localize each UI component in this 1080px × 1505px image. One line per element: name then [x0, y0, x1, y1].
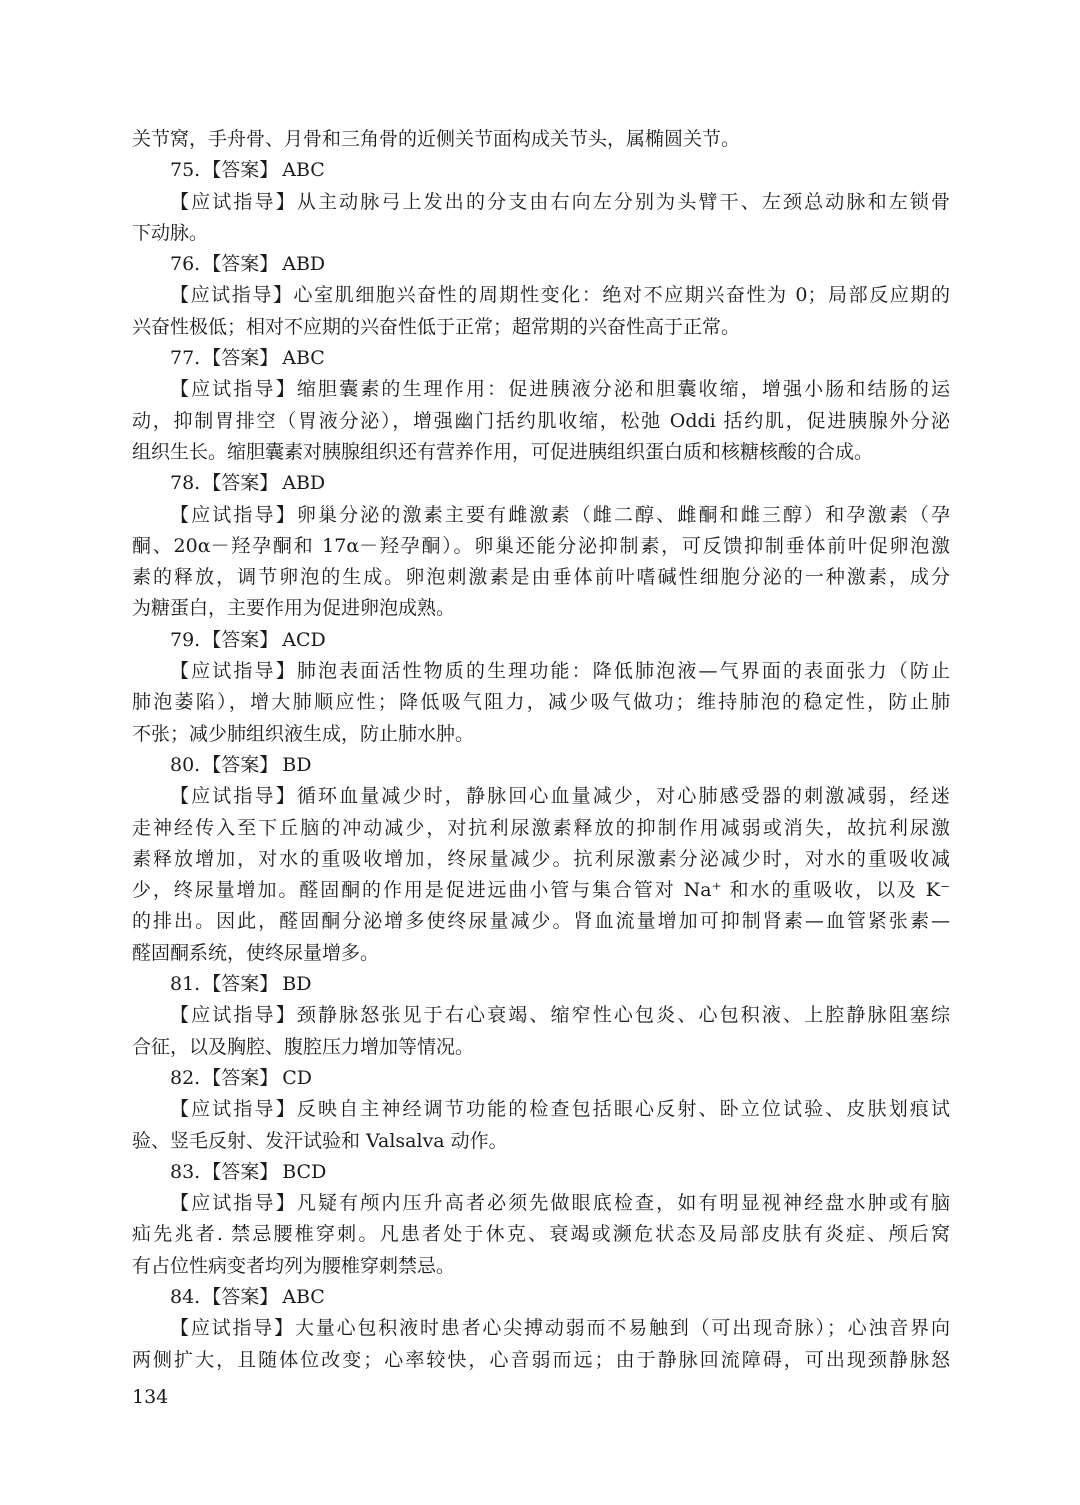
guide-first-line: 【应试指导】从主动脉弓上发出的分支由右向左分别为头臂干、左颈总动脉和左锁骨	[170, 190, 950, 213]
answer-value: BD	[282, 753, 312, 776]
guide-line: 酮、20α－羟孕酮和 17α－羟孕酮）。卵巢还能分泌抑制素，可反馈抑制垂体前叶促卵泡激	[132, 534, 950, 557]
guide-line: 素释放增加，对水的重吸收增加，终尿量减少。抗利尿激素分泌减少时，对水的重吸收减	[132, 847, 950, 870]
answer-line	[132, 625, 950, 656]
page-body	[132, 124, 950, 1376]
guide-line: 两侧扩大，且随体位改变；心率较快，心音弱而远；由于静脉回流障碍，可出现颈静脉怒	[132, 1348, 950, 1371]
guide-first-line: 【应试指导】凡疑有颅内压升高者必须先做眼底检查，如有明显视神经盘水肿或有脑	[170, 1192, 950, 1215]
guide-first-line: 【应试指导】颈静脉怒张见于右心衰竭、缩窄性心包炎、心包积液、上腔静脉阻塞综	[170, 1004, 950, 1027]
guide-line: 少，终尿量增加。醛固酮的作用是促进远曲小管与集合管对 Na⁺ 和水的重吸收，以及 K⁻	[132, 879, 950, 902]
page-number: 134	[132, 1386, 169, 1408]
answer-line	[132, 343, 950, 374]
answer-line	[132, 969, 950, 1000]
guide-first-line: 【应试指导】反映自主神经调节功能的检查包括眼心反射、卧立位试验、皮肤划痕试	[170, 1098, 950, 1121]
answer-list	[132, 155, 950, 1376]
question-number: 80.	[170, 753, 201, 776]
answer-label: 【答案】	[202, 1066, 279, 1089]
question-number: 75.	[170, 159, 201, 182]
question-number: 83.	[170, 1160, 201, 1183]
guide-first-line: 【应试指导】缩胆囊素的生理作用：促进胰液分泌和胆囊收缩，增强小肠和结肠的运	[170, 378, 950, 401]
answer-line	[132, 468, 950, 499]
answer-line	[132, 1157, 950, 1188]
guide-line: 兴奋性极低；相对不应期的兴奋性低于正常；超常期的兴奋性高于正常。	[132, 315, 741, 338]
question-number: 76.	[170, 253, 201, 276]
answer-value: ABD	[282, 472, 326, 495]
answer-label: 【答案】	[202, 253, 279, 276]
answer-value: ACD	[282, 628, 326, 651]
question-number: 78.	[170, 472, 201, 495]
answer-label: 【答案】	[202, 472, 279, 495]
question-number: 84.	[170, 1285, 201, 1308]
guide-first-line: 【应试指导】大量心包积液时患者心尖搏动弱而不易触到（可出现奇脉）；心浊音界向	[170, 1317, 950, 1340]
question-number: 82.	[170, 1066, 201, 1089]
answer-line	[132, 750, 950, 781]
guide-line: 合征，以及胸腔、腹腔压力增加等情况。	[132, 1035, 475, 1058]
answer-label: 【答案】	[202, 973, 279, 996]
answer-label: 【答案】	[202, 753, 279, 776]
continuation-line: 关节窝，手舟骨、月骨和三角骨的近侧关节面构成关节头，属椭圆关节。	[132, 128, 741, 150]
guide-line: 动，抑制胃排空（胃液分泌），增强幽门括约肌收缩，松弛 Oddi 括约肌，促进胰腺外分泌	[132, 409, 950, 432]
guide-first-line: 【应试指导】卵巢分泌的激素主要有雌激素（雌二醇、雌酮和雌三醇）和孕激素（孕	[170, 503, 950, 526]
answer-label: 【答案】	[202, 1160, 279, 1183]
answer-label: 【答案】	[202, 1285, 279, 1308]
guide-first-line: 【应试指导】心室肌细胞兴奋性的周期性变化：绝对不应期兴奋性为 0；局部反应期的	[170, 284, 950, 307]
answer-value: BCD	[282, 1160, 327, 1183]
answer-line	[132, 1282, 950, 1313]
answer-value: BD	[282, 973, 312, 996]
answer-value: ABC	[282, 347, 325, 370]
guide-line: 组织生长。缩胆囊素对胰腺组织还有营养作用，可促进胰组织蛋白质和核糖核酸的合成。	[132, 440, 874, 463]
answer-value: ABC	[282, 1285, 325, 1308]
guide-first-line: 【应试指导】肺泡表面活性物质的生理功能：降低肺泡液—气界面的表面张力（防止	[170, 660, 950, 683]
guide-line: 肺泡萎陷），增大肺顺应性；降低吸气阻力，减少吸气做功；维持肺泡的稳定性，防止肺	[132, 691, 950, 714]
answer-label: 【答案】	[202, 347, 279, 370]
answer-value: ABC	[282, 159, 325, 182]
guide-line: 验、竖毛反射、发汗试验和 Valsalva 动作。	[132, 1129, 508, 1152]
answer-value: CD	[282, 1066, 313, 1089]
guide-first-line: 【应试指导】循环血量减少时，静脉回心血量减少，对心肺感受器的刺激减弱，经迷	[170, 785, 950, 808]
guide-line: 走神经传入至下丘脑的冲动减少，对抗利尿激素释放的抑制作用减弱或消失，故抗利尿激	[132, 816, 950, 839]
answer-line	[132, 249, 950, 280]
question-number: 77.	[170, 347, 201, 370]
guide-line: 的排出。因此，醛固酮分泌增多使终尿量减少。肾血流量增加可抑制肾素—血管紧张素—	[132, 910, 950, 933]
guide-line: 有占位性病变者均列为腰椎穿刺禁忌。	[132, 1254, 456, 1277]
guide-line: 下动脉。	[132, 221, 209, 244]
guide-line: 醛固酮系统，使终尿量增多。	[132, 941, 380, 964]
answer-value: ABD	[282, 253, 326, 276]
question-number: 81.	[170, 973, 201, 996]
answer-label: 【答案】	[202, 159, 279, 182]
guide-line: 疝先兆者. 禁忌腰椎穿刺。凡患者处于休克、衰竭或濒危状态及局部皮肤有炎症、颅后窝	[132, 1223, 950, 1246]
guide-line: 为糖蛋白，主要作用为促进卵泡成熟。	[132, 597, 456, 620]
answer-line	[132, 155, 950, 186]
answer-label: 【答案】	[202, 628, 279, 651]
answer-line	[132, 1063, 950, 1094]
guide-line: 素的释放，调节卵泡的生成。卵泡刺激素是由垂体前叶嗜碱性细胞分泌的一种激素，成分	[132, 566, 950, 589]
guide-line: 不张；减少肺组织液生成，防止肺水肿。	[132, 722, 475, 745]
question-number: 79.	[170, 628, 201, 651]
